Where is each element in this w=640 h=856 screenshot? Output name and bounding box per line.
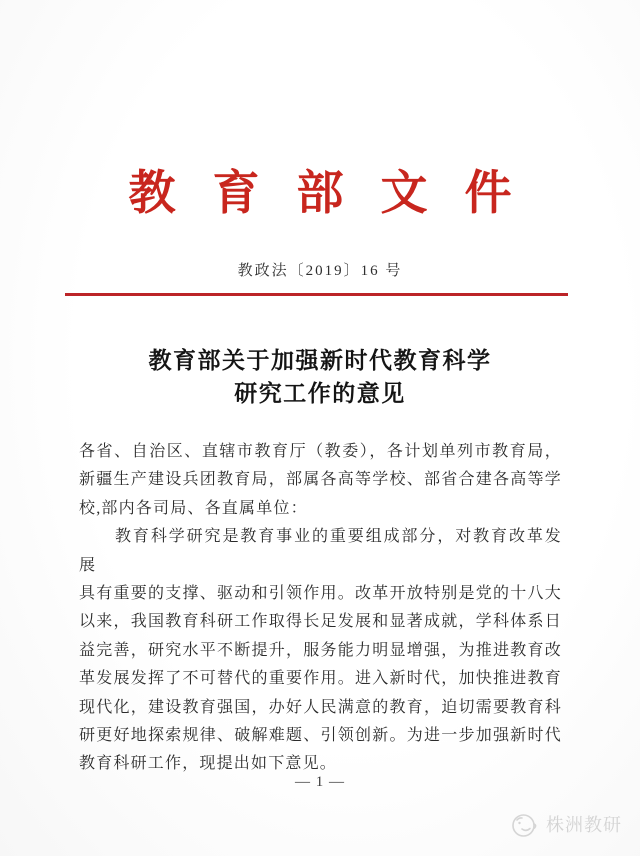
text-line: 新疆生产建设兵团教育局，部属各高等学校、部省合建各高等学: [79, 471, 562, 489]
text-line: 教育科研工作，现提出如下意见。: [79, 755, 338, 773]
text-line: 各省、自治区、直辖市教育厅（教委），各计划单列市教育局，: [79, 443, 562, 460]
text-line: 教育科学研究是教育事业的重要组成部分，对教育改革发展: [79, 528, 562, 574]
document-number: 教政法〔2019〕16 号: [237, 263, 403, 279]
text-line: 研更好地探索规律、破解难题、引领创新。为进一步加强新时代: [79, 727, 562, 745]
page-number: — 1 —: [295, 774, 345, 790]
text-line: 益完善，研究水平不断提升，服务能力明显增强，为推进教育改: [79, 641, 562, 659]
body-paragraph: [79, 523, 562, 779]
document-body: [79, 438, 562, 779]
text-line: 以来，我国教育科研工作取得长足发展和显著成就，学科体系日: [79, 613, 562, 631]
watermark-label: 株洲教研: [546, 815, 622, 835]
text-line: 革发展发挥了不可替代的重要作用。进入新时代，加快推进教育: [79, 670, 562, 688]
document-title-line2: 研究工作的意见: [234, 380, 406, 406]
text-line: 现代化，建设教育强国，办好人民满意的教育，迫切需要教育科: [79, 698, 562, 716]
header-divider-rule: [65, 293, 568, 296]
document-header-title: 教育部文件: [128, 168, 549, 220]
salutation-paragraph: [79, 438, 562, 523]
text-line: 校,部内各司局、各直属单位：: [79, 499, 308, 517]
document-title: [0, 344, 640, 410]
wechat-account-icon: [510, 811, 540, 839]
watermark: [510, 811, 622, 839]
document-title-line1: 教育部关于加强新时代教育科学: [148, 347, 492, 373]
text-line: 具有重要的支撑、驱动和引领作用。改革开放特别是党的十八大: [79, 585, 562, 603]
